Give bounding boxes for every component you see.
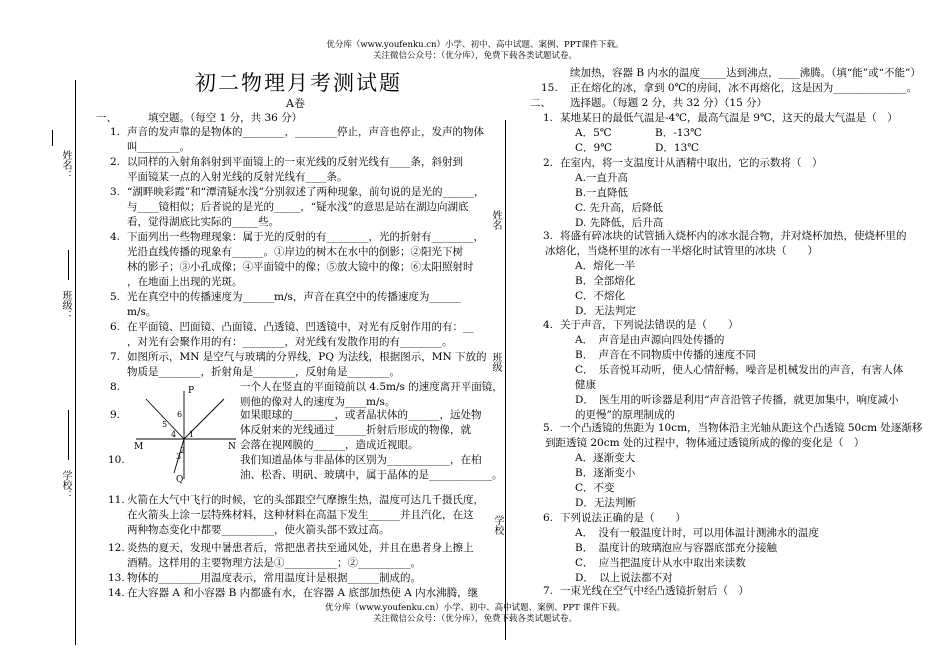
question-line: “湖畔映彩霞”和“潭清疑水浅”分别叙述了两种现象，前句说的是光的______， xyxy=(127,186,485,198)
choice-question-number: 7. xyxy=(543,585,554,597)
choice-option[interactable]: C． 乐音悦耳动听，使人心情舒畅，噪音是机械发出的声音，有害人体 xyxy=(575,364,904,376)
choice-question-stem: 一个凸透镜的焦距为 10cm，当物体沿主光轴从距这个凸透镜 50cm 处逐渐移 xyxy=(560,422,923,434)
question-line: 下面列出一些物理现象：属于光的反射的有________，光的折射有________， xyxy=(127,231,484,243)
choice-option[interactable]: B.一直降低 xyxy=(575,187,629,199)
question-number: 10. xyxy=(108,454,125,466)
choice-question-stem: 冰熔化，当烧杯里的冰有一半熔化时试管里的冰块（ ） xyxy=(545,245,818,257)
q15-text: 正在熔化的冰，拿到 0℃的房间，冰不再熔化，这是因为______________。 xyxy=(570,82,918,94)
choice-option[interactable]: B．-13℃ xyxy=(655,127,702,139)
choice-question-number: 1. xyxy=(543,112,554,124)
question-number: 13. xyxy=(108,572,125,584)
choice-option[interactable]: D．无法判断 xyxy=(575,497,636,509)
label-m: M xyxy=(134,442,144,452)
question-line: 平面镜某一点的入射光线的反射光线有____条。 xyxy=(127,171,348,183)
label-q: Q xyxy=(176,475,184,485)
angle-1: 1 xyxy=(189,430,195,439)
choice-option[interactable]: D. 先降低，后升高 xyxy=(575,217,664,229)
question-line: 炎热的夏天，发现中暑患者后，常把患者扶至通风处，并且在患者身上擦上 xyxy=(127,542,474,554)
question-number: 5. xyxy=(110,291,121,303)
question-number: 8. xyxy=(110,381,121,393)
choice-option[interactable]: A．熔化一半 xyxy=(575,260,636,272)
question-number: 2. xyxy=(110,156,121,168)
question-line: 酒精。这样用的主要物理方法是①__________；②__________。 xyxy=(127,557,421,569)
question-line: 光沿直线传播的现象有______。①岸边的树木在水中的倒影；②阳光下树 xyxy=(127,246,463,258)
choice-option[interactable]: D． 医生用的听诊器是利用“声音沿管子传播，就更加集中，响度减小 xyxy=(575,394,899,406)
question-line: 在火箭头上涂一层特殊材料，这种材料在高温下发生______并且汽化，在这 xyxy=(127,509,474,521)
page-title: 初二物理月考测试题 xyxy=(195,71,402,95)
question-line: 一个人在竖直的平面镜前以 4.5m/s 的速度离开平面镜， xyxy=(240,381,503,393)
choice-option[interactable]: B． 声音在不同物质中传播的速度不同 xyxy=(575,349,756,361)
choice-option-continuation: 的更慢”的原理制成的 xyxy=(575,409,675,421)
question-line: 看，觉得湖底比实际的_____些。 xyxy=(127,216,280,228)
section1-number: 一、 xyxy=(96,112,117,124)
choice-option[interactable]: A．5℃ xyxy=(575,127,612,139)
choice-question-number: 2. xyxy=(543,157,554,169)
label-n: N xyxy=(228,442,236,452)
q15-number: 15. xyxy=(541,82,558,94)
question-line: 火箭在大气中飞行的时候，它的头部跟空气摩擦生热，温度可达几千摄氏度， xyxy=(127,494,484,506)
choice-option[interactable]: C. 先升高，后降低 xyxy=(575,202,663,214)
question-line: 与____镜相似；后者说的是光的_____，“疑水浅”的意思是站在湖边向湖底 xyxy=(127,201,469,213)
question-line: 则他的像对人的速度为____m/s。 xyxy=(240,396,396,408)
choice-question-stem: 在室内，将一支温度计从酒精中取出，它的示数将（ ） xyxy=(560,157,823,169)
binding-name-label: 姓名： xyxy=(60,150,71,180)
footer-line-2: 关注微信公众号：（优分库），免费下载各类试题试卷。 xyxy=(372,614,577,624)
choice-question-stem: 到距透镜 20cm 处的过程中，物体通过透镜所成的像的变化是（ ） xyxy=(545,437,865,449)
angle-3: 3 xyxy=(176,452,182,461)
question-line: 会落在视网膜的______，造成近视眼。 xyxy=(240,439,419,451)
choice-option[interactable]: A．逐渐变大 xyxy=(575,452,636,464)
choice-question-stem: 一束光线在空气中经凸透镜折射后（ ） xyxy=(560,585,749,597)
question-number: 1. xyxy=(110,126,121,138)
volume-label: A卷 xyxy=(286,97,305,110)
refraction-figure xyxy=(128,383,240,485)
binding-line xyxy=(75,80,76,645)
binding-tick xyxy=(68,410,69,460)
question-line: 物质是________，折射角是________，反射角是________。 xyxy=(127,366,400,378)
question-number: 3. xyxy=(110,186,121,198)
question-line: 在大容器 A 和小容器 B 内都盛有水，在容器 A 底部加热使 A 内水沸腾，继 xyxy=(127,587,479,599)
choice-question-number: 5. xyxy=(543,422,554,434)
choice-question-number: 4. xyxy=(543,319,554,331)
question-number: 7. xyxy=(110,351,121,363)
question-number: 4. xyxy=(110,231,121,243)
question-line: 我们知道晶体与非晶体的区别为____________，在柏 xyxy=(240,454,482,466)
choice-option[interactable]: A． 没有一般温度计时，可以用体温计测沸水的温度 xyxy=(575,527,819,539)
choice-question-stem: 关于声音，下列说法错误的是（ ） xyxy=(560,319,739,331)
section2-number: 二、 xyxy=(530,97,551,109)
question-line: 物体的________用温度表示，常用温度计是根据______制成的。 xyxy=(127,572,421,584)
choice-question-number: 3. xyxy=(543,230,554,242)
question-line: 体反射来的光线通过______折射后形成的物像，就 xyxy=(240,424,471,436)
question-line: m/s。 xyxy=(127,306,157,318)
choice-option[interactable]: C．不熔化 xyxy=(575,290,626,302)
section1-heading: 填空题。（每空 1 分，共 36 分） xyxy=(148,112,303,124)
question-line: 声音的发声靠的是物体的________，________停止，声音也停止，发声的物体 xyxy=(127,126,484,138)
angle-2: 2 xyxy=(180,446,186,455)
middle-name-label: 姓名 xyxy=(490,210,501,230)
section2-heading: 选择题。（每题 2 分，共 32 分）（15 分） xyxy=(570,97,768,109)
angle-5: 5 xyxy=(162,420,168,429)
choice-option[interactable]: D．13℃ xyxy=(655,142,700,154)
question-line: 如图所示，MN 是空气与玻璃的分界线，PQ 为法线，根据图示，MN 下放的 xyxy=(127,351,487,363)
question-line: 如果眼球的________，或者晶状体的______，远处物 xyxy=(240,409,482,421)
binding-tick xyxy=(68,250,69,280)
binding-tick xyxy=(52,130,53,146)
question-line: 在平面镜、凹面镜、凸面镜、凸透镜、凹透镜中，对光有反射作用的有：__ xyxy=(127,321,474,333)
middle-binding-line xyxy=(505,120,506,640)
angle-6: 6 xyxy=(177,410,183,419)
question-number: 9. xyxy=(110,409,121,421)
question-number: 12. xyxy=(108,542,125,554)
question-line: 光在真空中的传播速度为______m/s，声音在真空中的传播速度为______ xyxy=(127,291,461,303)
question-number: 14. xyxy=(108,587,125,599)
choice-option[interactable]: C．9℃ xyxy=(575,142,612,154)
footer-line-1: 优分库（www.youfenku.cn）小学、初中、高中试题、案例、PPT 课件下载。 xyxy=(325,603,625,613)
choice-option[interactable]: B．逐渐变小 xyxy=(575,467,636,479)
choice-option-continuation: 健康 xyxy=(575,379,596,391)
question-line: ，对光有会聚作用的有：________，对光线有发散作用的有________。 xyxy=(127,336,453,348)
choice-question-stem: 某地某日的最低气温是-4℃，最高气温是 9℃，这天的最大气温是（ ） xyxy=(560,112,898,124)
choice-option[interactable]: A.一直升高 xyxy=(575,172,628,184)
middle-class-label: 班级 xyxy=(490,352,501,372)
choice-option[interactable]: C．不变 xyxy=(575,482,615,494)
choice-option[interactable]: A． 声音是由声源向四处传播的 xyxy=(575,334,725,346)
choice-question-stem: 下列说法正确的是（ ） xyxy=(560,512,686,524)
question-number: 11. xyxy=(108,494,125,506)
angle-4: 4 xyxy=(171,430,177,439)
choice-option[interactable]: D．无法判定 xyxy=(575,305,636,317)
choice-option[interactable]: C． 应当把温度计从水中取出来读数 xyxy=(575,557,746,569)
choice-option[interactable]: D． 以上说法都不对 xyxy=(575,572,673,584)
question-line: 以同样的入射角斜射到平面镜上的一束光线的反射光线有____条，斜射到 xyxy=(127,156,463,168)
question-line: 林的影子；③小孔成像；④平面镜中的像；⑤放大镜中的像；⑥太阳照射时 xyxy=(127,261,474,273)
choice-option[interactable]: B．全部熔化 xyxy=(575,275,636,287)
incident-ray xyxy=(146,399,184,439)
question-number: 6. xyxy=(110,321,121,333)
label-p: P xyxy=(188,386,195,396)
middle-school-label: 学校 xyxy=(492,515,503,535)
header-line-1: 优分库（www.youfenku.cn）小学、初中、高中试题、案例、PPT课件下载。 xyxy=(326,40,624,50)
binding-school-label: 学校： xyxy=(60,470,71,500)
question-line: ，在地面上出现的光斑。 xyxy=(127,276,243,288)
header-line-2: 关注微信公众号：（优分库），免费下载各类试题试卷。 xyxy=(372,51,577,61)
choice-question-number: 6. xyxy=(543,512,554,524)
binding-class-label: 班级： xyxy=(60,290,71,320)
question-line: 油、松香、明矾、玻璃中，属于晶体的是____________。 xyxy=(240,469,503,481)
question-line: 叫________。 xyxy=(127,141,190,153)
choice-question-stem: 将盛有碎冰块的试管插入烧杯内的冰水混合物，并对烧杯加热，使烧杯里的 xyxy=(560,230,907,242)
question-line: 两种物态变化中都要__________，使火箭头部不致过高。 xyxy=(127,524,390,536)
q14-continuation: 续加热，容器 B 内水的温度_____达到沸点，____沸腾。（填“能”或“不能”） xyxy=(570,67,921,79)
choice-option[interactable]: B． 温度计的玻璃泡应与容器底部充分接触 xyxy=(575,542,777,554)
